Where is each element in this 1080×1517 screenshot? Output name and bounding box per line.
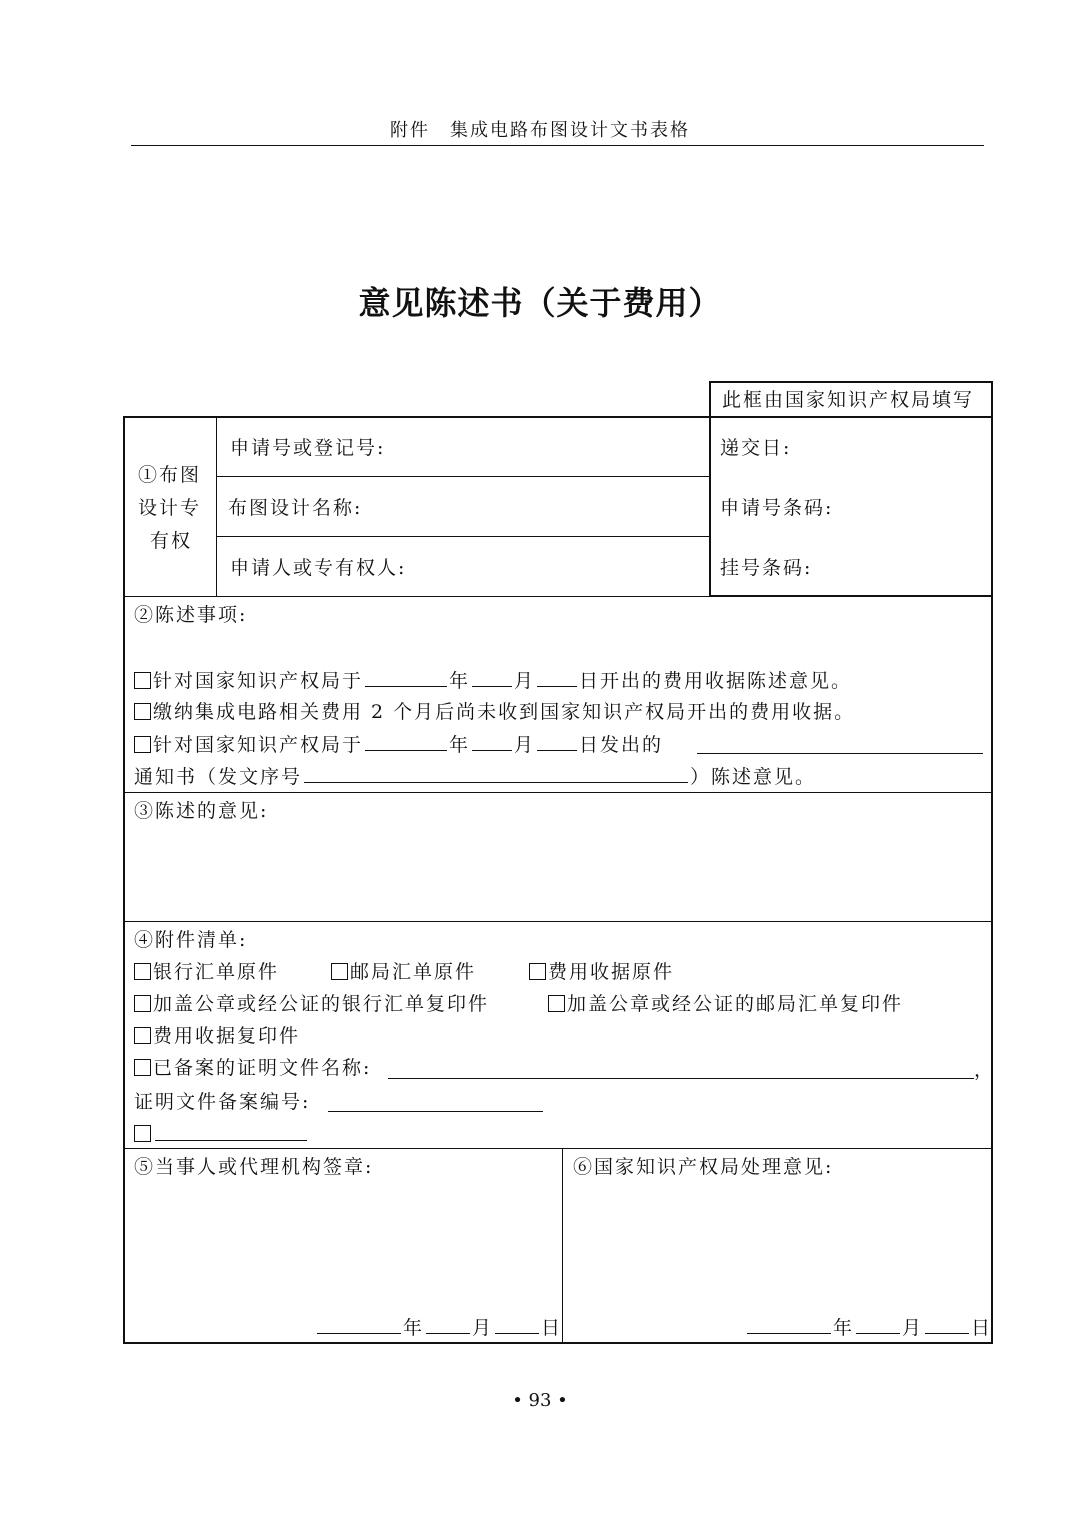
attachment-other[interactable] <box>134 1122 153 1146</box>
checkbox[interactable] <box>548 995 565 1012</box>
section6-label: ⑥国家知识产权局处理意见: <box>573 1156 834 1178</box>
applicant-field[interactable]: 申请人或专有权人: <box>230 557 407 579</box>
notice-name-blank[interactable] <box>697 753 983 754</box>
statement-item-notice[interactable]: 针对国家知识产权局于 年 月 日发出的 <box>134 732 663 757</box>
checkbox[interactable] <box>134 1125 151 1142</box>
section4-label: ④附件清单: <box>134 929 248 951</box>
cert-number-blank[interactable] <box>328 1111 543 1112</box>
checkbox[interactable] <box>134 1059 151 1076</box>
checkbox[interactable] <box>134 963 151 980</box>
checkbox[interactable] <box>331 963 348 980</box>
section5-label: ⑤当事人或代理机构签章: <box>134 1156 374 1178</box>
section1-label-line1: ①布图 <box>138 464 202 486</box>
section1-label-line2: 设计专 <box>138 497 202 519</box>
attachment-receipt-copy[interactable]: 费用收据复印件 <box>134 1024 300 1048</box>
opinion-text-area[interactable] <box>126 830 988 918</box>
statement-item-receipt[interactable]: 针对国家知识产权局于 年 月 日开出的费用收据陈述意见。 <box>134 668 852 693</box>
attachment-post-original[interactable]: 邮局汇单原件 <box>331 960 476 984</box>
registered-barcode-label: 挂号条码: <box>720 557 813 579</box>
running-header: 附件 集成电路布图设计文书表格 <box>390 120 690 141</box>
layout-design-name-field[interactable]: 布图设计名称: <box>228 497 363 519</box>
form-title: 意见陈述书（关于费用） <box>358 284 722 322</box>
page-number: • 93 • <box>512 1390 568 1411</box>
checkbox[interactable] <box>134 672 151 689</box>
checkbox[interactable] <box>134 1027 151 1044</box>
section2-label: ②陈述事项: <box>134 604 248 626</box>
checkbox[interactable] <box>134 703 151 720</box>
section5-date[interactable]: 年 月 日 <box>315 1315 562 1340</box>
section6-date[interactable]: 年 月 日 <box>745 1315 992 1340</box>
office-box-heading: 此框由国家知识产权局填写 <box>722 389 975 411</box>
attachment-bank-original[interactable]: 银行汇单原件 <box>134 960 279 984</box>
other-attachment-blank[interactable] <box>155 1140 307 1141</box>
section1-label-line3: 有权 <box>150 530 193 552</box>
checkbox[interactable] <box>529 963 546 980</box>
cert-number-label: 证明文件备案编号: <box>134 1091 311 1113</box>
checkbox[interactable] <box>134 995 151 1012</box>
attachment-filed-document[interactable]: 已备案的证明文件名称: <box>134 1056 371 1080</box>
attachment-bank-copy[interactable]: 加盖公章或经公证的银行汇单复印件 <box>134 992 489 1016</box>
application-number-field[interactable]: 申请号或登记号: <box>230 437 386 459</box>
notice-serial-line[interactable]: 通知书（发文序号 ）陈述意见。 <box>134 766 817 788</box>
header-rule <box>131 145 984 146</box>
attachment-receipt-original[interactable]: 费用收据原件 <box>529 960 674 984</box>
attachment-post-copy[interactable]: 加盖公章或经公证的邮局汇单复印件 <box>548 992 903 1016</box>
checkbox[interactable] <box>134 736 151 753</box>
submission-date-label: 递交日: <box>720 437 792 459</box>
comma: ， <box>974 1059 996 1081</box>
application-barcode-label: 申请号条码: <box>720 497 834 519</box>
filed-document-name-blank[interactable] <box>388 1078 974 1079</box>
section3-label: ③陈述的意见: <box>134 800 269 822</box>
statement-item-no-receipt[interactable]: 缴纳集成电路相关费用 2 个月后尚未收到国家知识产权局开出的费用收据。 <box>134 700 855 724</box>
